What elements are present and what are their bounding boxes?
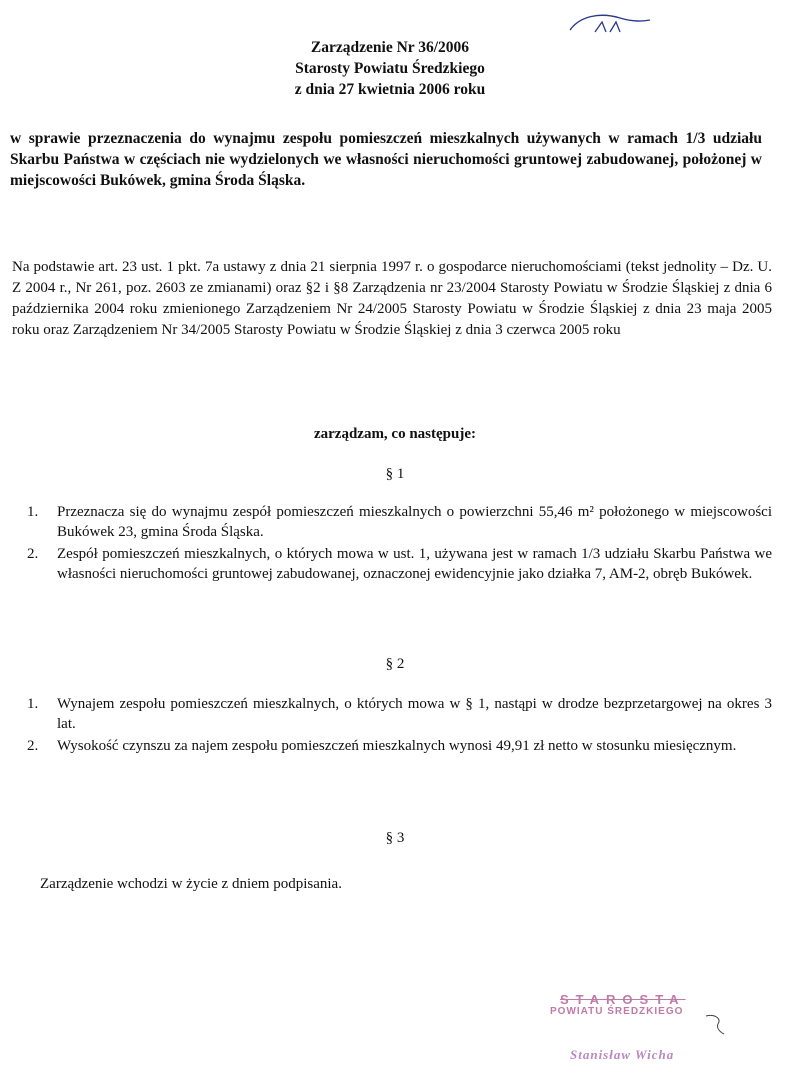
section-1-heading: § 1 [385,466,405,482]
list-item-number: 1. [27,696,39,712]
document-date: z dnia 27 kwietnia 2006 roku [294,81,486,98]
list-item [27,736,772,756]
document-title: Zarządzenie Nr 36/2006 [310,39,470,56]
list-item [27,544,772,584]
list-item-text: Przeznacza się do wynajmu zespół pomieszczeń mieszkalnych o powierzchni 55,46 m² położonego w miejscowości Bukówek 23, gmina Środa Śląska. [57,504,772,540]
list-item-number: 2. [27,738,39,754]
official-stamp [550,992,790,1082]
list-item [27,502,772,542]
document-subject: w sprawie przeznaczenia do wynajmu zespołu pomieszczeń mieszkalnych używanych w ramach 1/3 udziału Skarbu Państwa w częściach nie wydzielonych we własności nieruchomości gruntowej zabudowanej, położonej w miejscowości Bukówek, gmina Środa Śląska. [10,130,762,189]
list-item-text: Wysokość czynszu za najem zespołu pomieszczeń mieszkalnych wynosi 49,91 zł netto w stosunku miesięcznym. [57,738,737,754]
legal-basis-paragraph: Na podstawie art. 23 ust. 1 pkt. 7a ustawy z dnia 21 sierpnia 1997 r. o gospodarce nieruchomościami (tekst jednolity – Dz. U. Z 2004 r., Nr 261, poz. 2603 ze zmianami) oraz §2 i §8 Zarządzenia nr 23/2004 Starosty Powiatu w Środzie Śląskiej z dnia 6 października 2004 roku zmienionego Zarządzeniem Nr 24/2005 Starosty Powiatu w Środzie Śląskiej z dnia 23 maja 2005 roku oraz Zarządzeniem Nr 34/2005 Starosty Powiatu w Środzie Śląskiej z dnia 3 czerwca 2005 roku [12,259,772,338]
stamp-signatory-name: Stanisław Wicha [570,1047,675,1062]
decree-phrase: zarządzam, co następuje: [313,426,477,442]
list-item-text: Wynajem zespołu pomieszczeń mieszkalnych, o których mowa w § 1, nastąpi w drodze bezprzetargowej na okres 3 lat. [57,696,772,732]
list-item-text: Zespół pomieszczeń mieszkalnych, o których mowa w ust. 1, używana jest w ramach 1/3 udziału Skarbu Państwa we własności nieruchomości gruntowej zabudowanej, oznaczonej ewidencyjnie jako działka 7, AM-2, obręb Bukówek. [57,546,772,582]
section-1-list [27,502,772,586]
document-issuer: Starosty Powiatu Średzkiego [295,60,485,77]
handwritten-mark-icon [560,8,660,38]
section-2-list [27,694,772,758]
stamp-title: STAROSTA [560,992,686,1007]
section-2-heading: § 2 [385,656,405,672]
stamp-office: POWIATU ŚREDZKIEGO [550,1006,684,1017]
signature-icon [700,1012,740,1036]
section-3-heading: § 3 [385,830,405,846]
list-item-number: 2. [27,546,39,562]
closing-statement: Zarządzenie wchodzi w życie z dniem podpisania. [40,876,342,892]
list-item [27,694,772,734]
list-item-number: 1. [27,504,39,520]
